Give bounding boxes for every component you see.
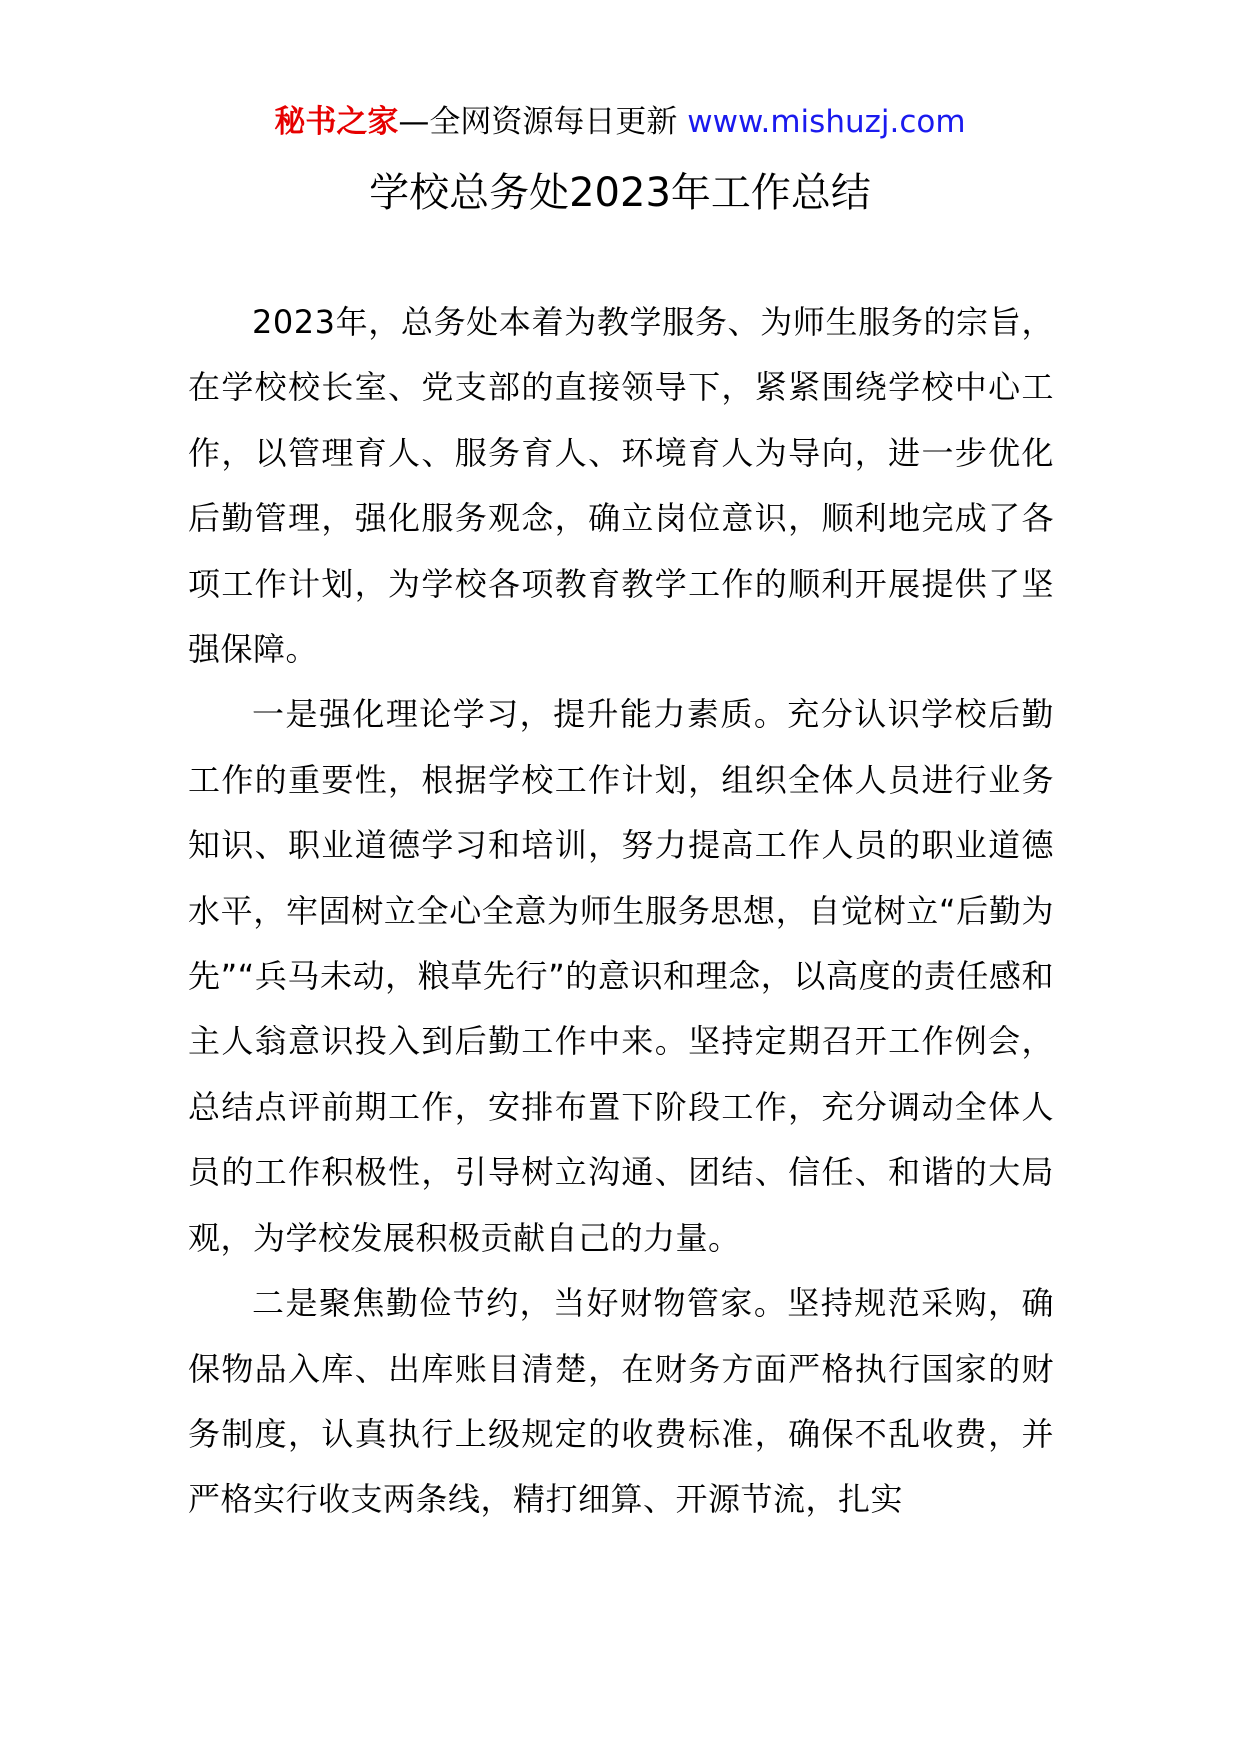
brand-name: 秘书之家 <box>274 104 399 140</box>
paragraph-thrift: 二是聚焦勤俭节约，当好财物管家。坚持规范采购，确保物品入库、出库账目清楚，在财务方面严格执行国家的财务制度，认真执行上级规定的收费标准，确保不乱收费，并严格实行收支两条线，精打细算、开源节流，扎实 <box>188 1284 1054 1519</box>
site-url-link[interactable]: www.mishuzj.com <box>687 104 966 140</box>
paragraph-theory-study: 一是强化理论学习，提升能力素质。充分认识学校后勤工作的重要性，根据学校工作计划，组织全体人员进行业务知识、职业道德学习和培训，努力提高工作人员的职业道德水平，牢固树立全心全意为师生服务思想，自觉树立“后勤为先”“兵马未动，粮草先行”的意识和理念，以高度的责任感和主人翁意识投入到后勤工作中来。坚持定期召开工作例会，总结点评前期工作，安排布置下阶段工作，充分调动全体人员的工作积极性，引导树立沟通、团结、信任、和谐的大局观，为学校发展积极贡献自己的力量。 <box>188 695 1054 1257</box>
document-body <box>188 290 1054 1533</box>
document-title: 学校总务处2023年工作总结 <box>369 170 871 216</box>
site-tagline: —全网资源每日更新 <box>398 104 678 140</box>
paragraph-intro: 2023年，总务处本着为教学服务、为师生服务的宗旨，在学校校长室、党支部的直接领导下，紧紧围绕学校中心工作，以管理育人、服务育人、环境育人为导向，进一步优化后勤管理，强化服务观念，确立岗位意识，顺利地完成了各项工作计划，为学校各项教育教学工作的顺利开展提供了坚强保障。 <box>188 303 1054 669</box>
site-header <box>0 100 1240 144</box>
